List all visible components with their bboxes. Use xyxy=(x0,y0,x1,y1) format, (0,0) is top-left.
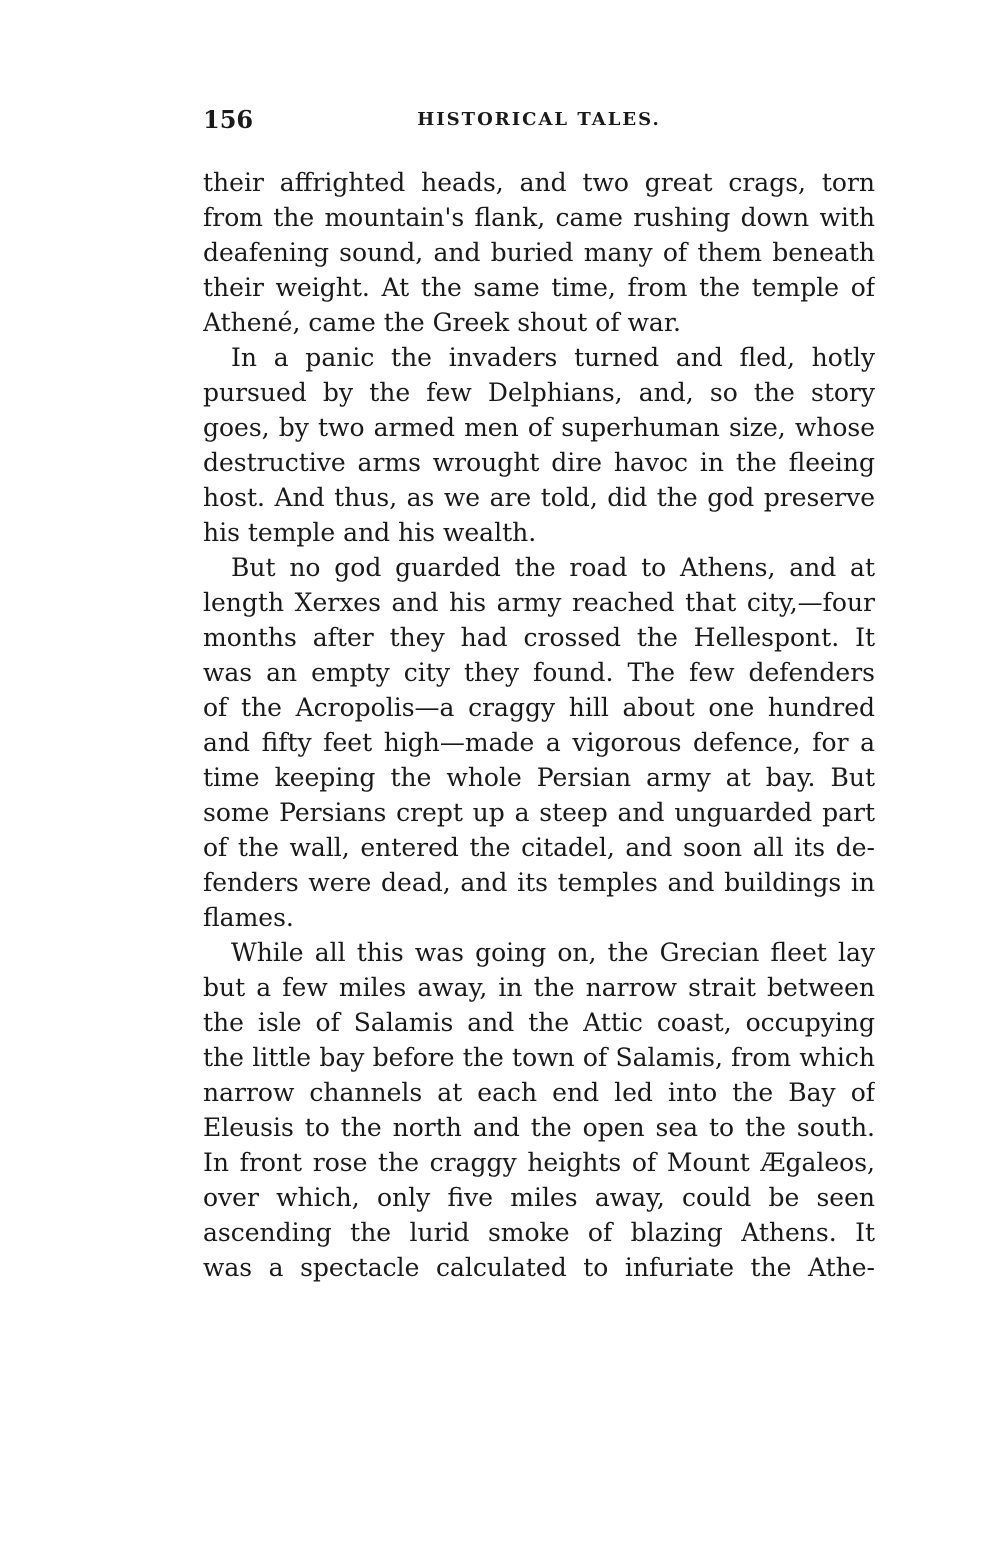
text-line: their weight. At the same time, from the temple of xyxy=(203,273,875,302)
text-line: ascending the lurid smoke of blazing Athens. It xyxy=(203,1218,875,1247)
text-line: pursued by the few Delphians, and, so the story xyxy=(203,378,875,407)
paragraph xyxy=(203,935,875,1285)
text-line: was an empty city they found. The few defenders xyxy=(203,658,875,687)
text-line: was a spectacle calculated to infuriate the Athe- xyxy=(203,1253,875,1282)
text-line: some Persians crept up a steep and unguarded part xyxy=(203,798,875,827)
text-line: of the Acropolis—a craggy hill about one hundred xyxy=(203,693,875,722)
text-line: Athené, came the Greek shout of war. xyxy=(203,308,681,337)
text-line: destructive arms wrought dire havoc in the fleeing xyxy=(203,448,875,477)
text-line: While all this was going on, the Grecian fleet lay xyxy=(231,938,875,967)
running-title: HISTORICAL TALES. xyxy=(417,109,661,130)
paragraph xyxy=(203,165,875,340)
text-line: his temple and his wealth. xyxy=(203,518,537,547)
text-line: but a few miles away, in the narrow strait between xyxy=(203,973,875,1002)
text-line: goes, by two armed men of superhuman size, whose xyxy=(203,413,875,442)
text-line: their affrighted heads, and two great crags, torn xyxy=(203,168,875,197)
page-header xyxy=(203,100,875,140)
text-line: months after they had crossed the Hellespont. It xyxy=(203,623,875,652)
text-line: fenders were dead, and its temples and buildings in xyxy=(203,868,875,897)
text-line: the isle of Salamis and the Attic coast, occupying xyxy=(203,1008,875,1037)
text-line: But no god guarded the road to Athens, and at xyxy=(231,553,875,582)
text-line: time keeping the whole Persian army at bay. But xyxy=(203,763,875,792)
text-line: In a panic the invaders turned and fled, hotly xyxy=(231,343,875,372)
paragraph xyxy=(203,550,875,935)
paragraph xyxy=(203,340,875,550)
text-line: narrow channels at each end led into the Bay of xyxy=(203,1078,875,1107)
text-line: flames. xyxy=(203,903,294,932)
body-text xyxy=(203,165,875,1285)
text-line: the little bay before the town of Salamis, from which xyxy=(203,1043,875,1072)
text-line: deafening sound, and buried many of them beneath xyxy=(203,238,875,267)
text-line: host. And thus, as we are told, did the god preserve xyxy=(203,483,875,512)
page-number: 156 xyxy=(203,105,254,134)
text-line: over which, only five miles away, could be seen xyxy=(203,1183,875,1212)
text-line: from the mountain's flank, came rushing down with xyxy=(203,203,875,232)
text-line: and fifty feet high—made a vigorous defence, for a xyxy=(203,728,875,757)
text-line: length Xerxes and his army reached that city,—four xyxy=(203,588,875,617)
text-line: of the wall, entered the citadel, and soon all its de- xyxy=(203,833,875,862)
text-line: Eleusis to the north and the open sea to the south. xyxy=(203,1113,875,1142)
text-line: In front rose the craggy heights of Mount Ægaleos, xyxy=(203,1148,875,1177)
